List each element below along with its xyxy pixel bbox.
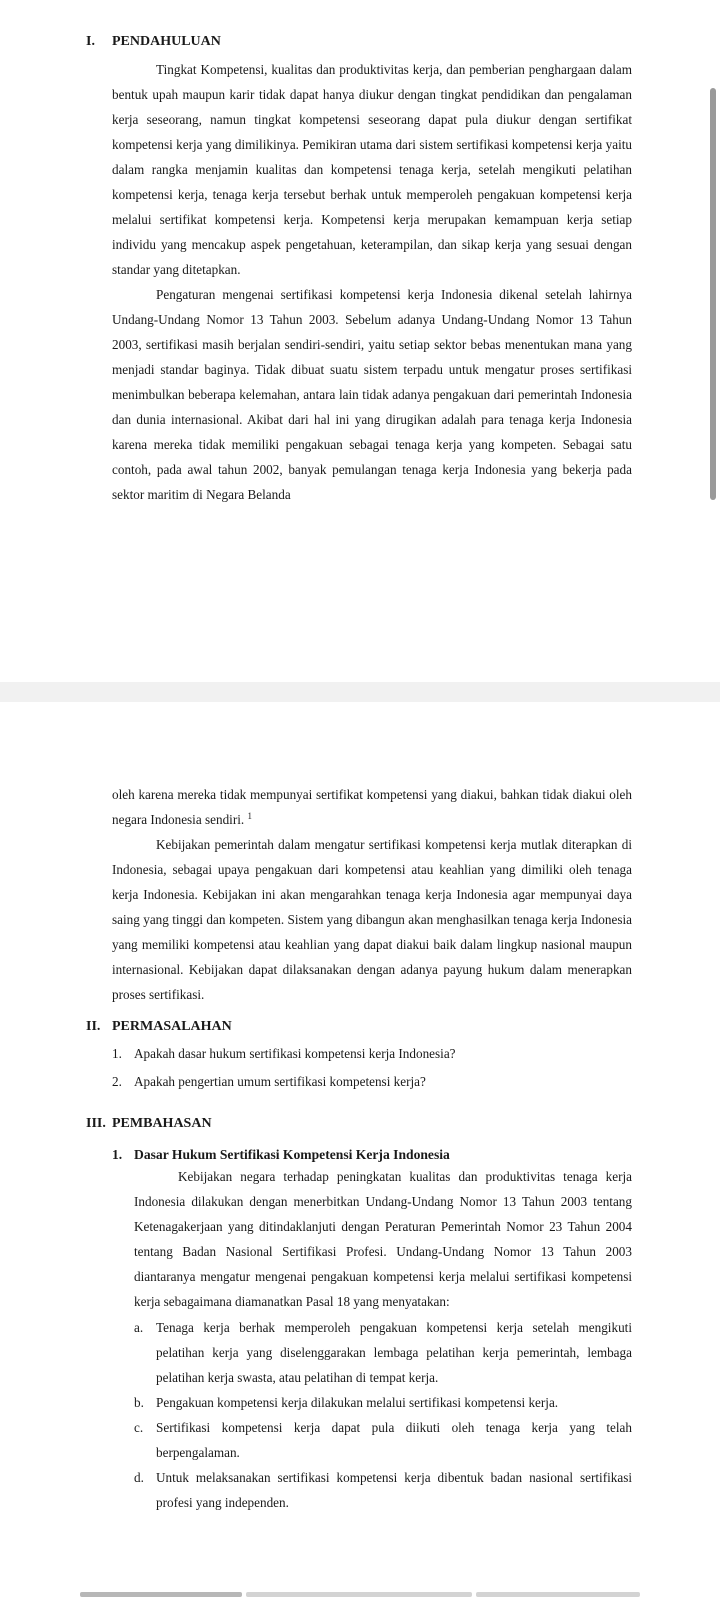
scrollbar-track-segment: [476, 1592, 640, 1597]
section-number: I.: [86, 34, 95, 49]
page-separator: [0, 682, 720, 702]
footnote-reference[interactable]: 1: [247, 811, 252, 821]
paragraph-text: oleh karena mereka tidak mempunyai sertifikat kompetensi yang diakui, bahkan tidak diakui oleh negara Indonesia sendiri.: [112, 787, 632, 827]
list-item: [112, 1041, 632, 1066]
section-number: II.: [86, 1019, 101, 1034]
list-item: [134, 1465, 632, 1515]
paragraph-intro-1: Tingkat Kompetensi, kualitas dan produktivitas kerja, dan pemberian penghargaan dalam bentuk upah maupun karir tidak dapat hanya diukur dengan tingkat pendidikan dan pengalaman kerja seseorang, namun tingkat kompetensi seseorang dapat pula diukur dengan sertifikat kompetensi kerja yang dimilikinya. Pemikiran utama dari sistem sertifikasi kompetensi kerja yaitu dalam rangka menjamin kualitas dan kompetensi tenaga kerja, setelah mengikuti pelatihan kompetensi kerja, tenaga kerja tersebut berhak untuk memperoleh pengakuan kompetensi kerja melalui sertifikat kompetensi kerja. Kompetensi kerja merupakan kemampuan kerja setiap individu yang mencakup aspek pengetahuan, keterampilan, dan sikap kerja yang sesuai dengan standar yang ditetapkan.: [112, 62, 632, 277]
section-title: PENDAHULUAN: [112, 34, 221, 49]
list-item: [134, 1415, 632, 1465]
list-item-text: Sertifikasi kompetensi kerja dapat pula diikuti oleh tenaga kerja yang telah berpengalaman.: [156, 1420, 632, 1460]
document-page-2: [0, 702, 720, 1600]
list-item-text: Pengakuan kompetensi kerja dilakukan melalui sertifikasi kompetensi kerja.: [156, 1395, 559, 1410]
subsection-number: 1.: [112, 1147, 123, 1162]
pasal-18-list: [134, 1315, 632, 1515]
list-item-text: Apakah dasar hukum sertifikasi kompetensi kerja Indonesia?: [134, 1046, 456, 1061]
question-list: [112, 1041, 632, 1094]
list-marker: 1.: [112, 1046, 122, 1061]
section-heading-pembahasan: [86, 1116, 212, 1132]
paragraph-intro-2: Pengaturan mengenai sertifikasi kompetensi kerja Indonesia dikenal setelah lahirnya Undang-Undang Nomor 13 Tahun 2003. Sebelum adanya Undang-Undang Nomor 13 Tahun 2003, sertifikasi masih berjalan sendiri-sendiri, yaitu setiap sektor bebas menentukan mana yang menjadi standar baginya. Tidak dibuat suatu sistem terpadu untuk mengatur proses sertifikasi menimbulkan beberapa kelemahan, antara lain tidak adanya pengakuan dari pemerintah Indonesia dan dunia internasional. Akibat dari hal ini yang dirugikan adalah para tenaga kerja Indonesia karena mereka tidak memiliki pengakuan sebagai tenaga kerja yang kompeten. Sebagai satu contoh, pada awal tahun 2002, banyak pemulangan tenaga kerja Indonesia yang bekerja pada sektor maritim di Negara Belanda: [112, 287, 632, 502]
list-item-text: Apakah pengertian umum sertifikasi kompetensi kerja?: [134, 1074, 426, 1089]
section-number: III.: [86, 1116, 106, 1131]
list-marker: d.: [134, 1470, 144, 1485]
subsection-title: Dasar Hukum Sertifikasi Kompetensi Kerja Indonesia: [134, 1147, 450, 1162]
horizontal-scrollbar[interactable]: [0, 1590, 720, 1600]
paragraph-intro-2-continued: [112, 782, 632, 832]
list-item: [112, 1069, 632, 1094]
list-item-text: Untuk melaksanakan sertifikasi kompetensi kerja dibentuk badan nasional sertifikasi profesi yang independen.: [156, 1470, 632, 1510]
list-marker: c.: [134, 1420, 144, 1435]
list-item-text: Tenaga kerja berhak memperoleh pengakuan kompetensi kerja setelah mengikuti pelatihan kerja yang diselenggarakan lembaga pelatihan kerja pemerintah, lembaga pelatihan kerja swasta, atau pelatihan di tempat kerja.: [156, 1320, 632, 1385]
list-marker: a.: [134, 1320, 144, 1335]
list-item: [134, 1315, 632, 1390]
list-item: [134, 1390, 632, 1415]
paragraph-intro-3: Kebijakan pemerintah dalam mengatur sertifikasi kompetensi kerja mutlak diterapkan di Indonesia, sebagai upaya pengakuan dari kompetensi atau keahlian yang dimiliki oleh tenaga kerja Indonesia. Kebijakan ini akan mengarahkan tenaga kerja Indonesia agar mempunyai daya saing yang tinggi dan kompeten. Sistem yang dibangun akan menghasilkan tenaga kerja Indonesia yang memiliki kompetensi atau keahlian yang dapat diakui baik dalam lingkup nasional maupun internasional. Kebijakan dapat dilaksanakan dengan adanya payung hukum dalam menerapkan proses sertifikasi.: [112, 837, 632, 1002]
section-title: PERMASALAHAN: [112, 1019, 232, 1034]
scrollbar-thumb[interactable]: [80, 1592, 242, 1597]
list-marker: 2.: [112, 1074, 122, 1089]
paragraph-dasar-hukum: Kebijakan negara terhadap peningkatan kualitas dan produktivitas tenaga kerja Indonesia dilakukan dengan menerbitkan Undang-Undang Nomor 13 Tahun 2003 tentang Ketenagakerjaan yang ditindaklanjuti dengan Peraturan Pemerintah Nomor 23 Tahun 2004 tentang Badan Nasional Sertifikasi Profesi. Undang-Undang Nomor 13 Tahun 2003 diantaranya mengatur mengenai pengakuan kompetensi kerja melalui sertifikasi kompetensi kerja sebagaimana diamanatkan Pasal 18 yang menyatakan:: [134, 1169, 632, 1309]
list-marker: b.: [134, 1395, 144, 1410]
scrollbar-track-segment: [246, 1592, 472, 1597]
section-heading-pendahuluan: [86, 34, 221, 50]
subsection-heading-dasar-hukum: [112, 1147, 450, 1163]
section-heading-permasalahan: [86, 1019, 232, 1035]
document-page-1: [0, 0, 720, 682]
vertical-scrollbar[interactable]: [710, 88, 716, 500]
section-title: PEMBAHASAN: [112, 1116, 212, 1131]
